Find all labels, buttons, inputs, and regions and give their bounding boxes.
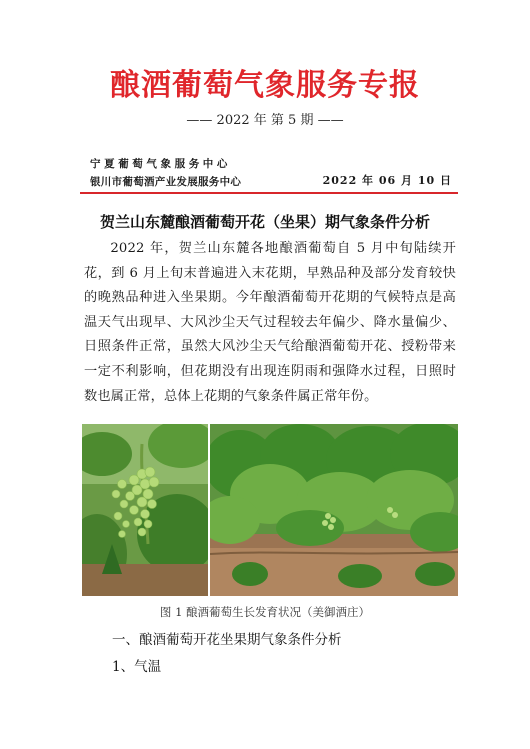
- report-title: 酿酒葡萄气象服务专报: [110, 68, 420, 103]
- issue-number: —— 2022 年 第 5 期 ——: [186, 113, 344, 128]
- section-heading: 一、酿酒葡萄开花坐果期气象条件分析: [112, 632, 342, 648]
- vineyard-photo: [210, 424, 458, 596]
- article-title: 贺兰山东麓酿酒葡萄开花（坐果）期气象条件分析: [99, 213, 430, 231]
- figure-photos: [82, 424, 458, 596]
- subsection-heading: 1、气温: [112, 659, 162, 675]
- figure-caption: 图 1 酿酒葡萄生长发育状况（美御酒庄）: [159, 605, 371, 619]
- intro-paragraph: 2022 年，贺兰山东麓各地酿酒葡萄自 5 月中旬陆续开花，到 6 月上旬末普遍进入末花期，早熟品种及部分发育较快的晚熟品种进入坐果期。今年酿酒葡萄开花期的气候特点是高温天气出现早、大风沙尘天气过程较去年偏少、降水量偏少、日照条件正常，虽然大风沙尘天气给酿酒葡萄开花、授粉带来一定不利影响，但花期没有出现连阴雨和强降水过程，日照时数也属正常，总体上花期的气象条件属正常年份。: [84, 241, 456, 404]
- grape-cluster-photo: [82, 424, 208, 596]
- org-name-2: 银川市葡萄酒产业发展服务中心: [90, 176, 242, 188]
- issue-date: 2022 年 06 月 10 日: [322, 174, 452, 187]
- org-name-1: 宁夏葡萄气象服务中心: [90, 158, 231, 170]
- header-divider: [80, 192, 458, 194]
